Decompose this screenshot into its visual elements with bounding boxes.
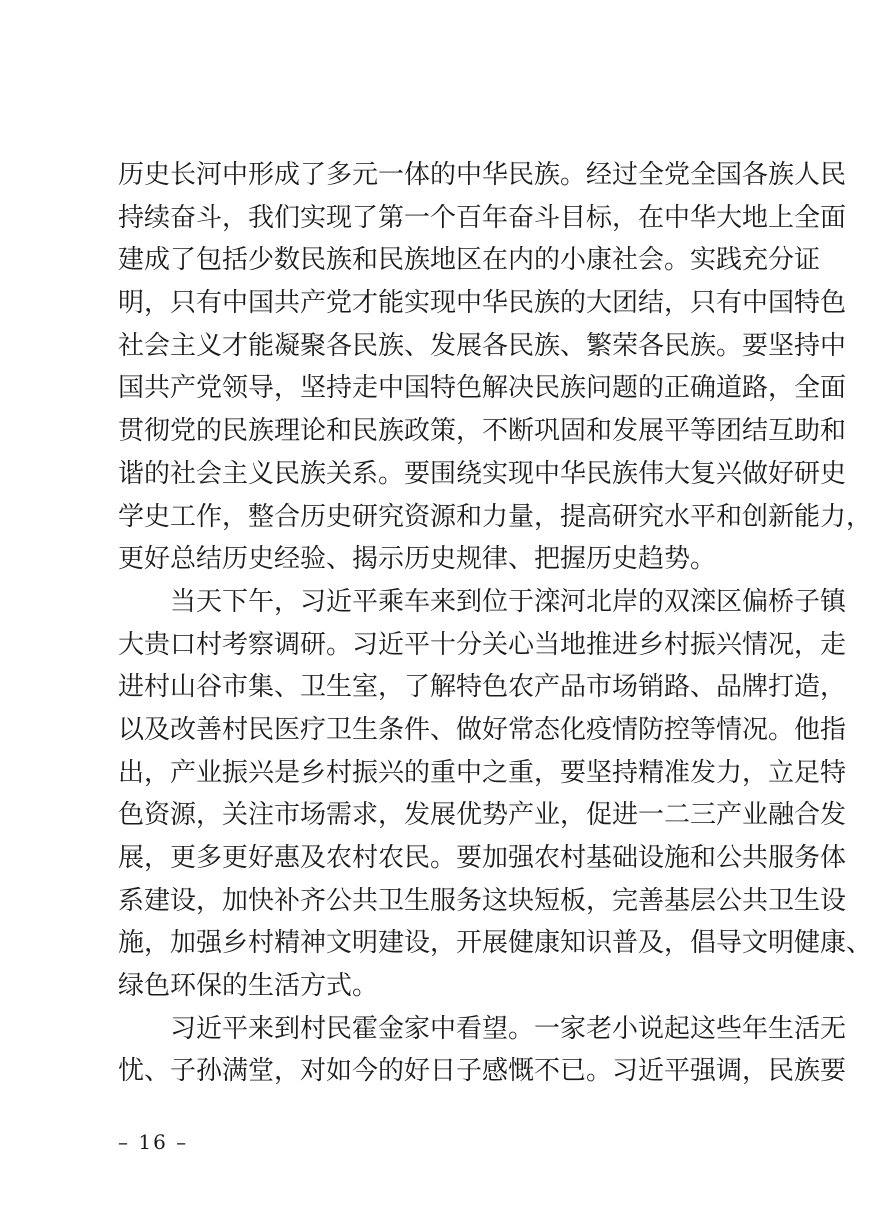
body-text <box>118 154 872 1093</box>
text-line: 习近平来到村民霍金家中看望。一家老小说起这些年生活无 <box>170 1013 847 1044</box>
text-line: 社会主义才能凝聚各民族、发展各民族、繁荣各民族。要坚持中 <box>118 330 847 361</box>
text-line: 忧、子孙满堂，对如今的好日子感慨不已。习近平强调，民族要 <box>118 1056 847 1087</box>
text-line: 持续奋斗，我们实现了第一个百年奋斗目标，在中华大地上全面 <box>118 202 847 233</box>
text-line: 谐的社会主义民族关系。要围绕实现中华民族伟大复兴做好研史 <box>118 458 847 489</box>
text-line: 建成了包括少数民族和民族地区在内的小康社会。实践充分证 <box>118 245 821 276</box>
text-line: 施，加强乡村精神文明建设，开展健康知识普及，倡导文明健康、 <box>118 928 872 959</box>
text-line: 进村山谷市集、卫生室，了解特色农产品市场销路、品牌打造， <box>118 672 847 703</box>
text-line: 历史长河中形成了多元一体的中华民族。经过全党全国各族人民 <box>118 160 847 190</box>
text-line: 以及改善村民医疗卫生条件、做好常态化疫情防控等情况。他指 <box>118 714 847 745</box>
text-line: 当天下午，习近平乘车来到位于滦河北岸的双滦区偏桥子镇 <box>170 586 847 617</box>
text-line: 国共产党领导，坚持走中国特色解决民族问题的正确道路，全面 <box>118 373 847 404</box>
text-line: 更好总结历史经验、揭示历史规律、把握历史趋势。 <box>118 544 717 575</box>
text-line: 学史工作，整合历史研究资源和力量，提高研究水平和创新能力， <box>118 501 872 532</box>
text-line: 贯彻党的民族理论和民族政策，不断巩固和发展平等团结互助和 <box>118 416 847 447</box>
text-line: 系建设，加快补齐公共卫生服务这块短板，完善基层公共卫生设 <box>118 885 847 916</box>
text-line: 绿色环保的生活方式。 <box>118 971 379 1002</box>
text-line: 明，只有中国共产党才能实现中华民族的大团结，只有中国特色 <box>118 288 847 319</box>
text-line: 出，产业振兴是乡村振兴的重中之重，要坚持精准发力，立足特 <box>118 757 847 788</box>
text-line: 色资源，关注市场需求，发展优势产业，促进一二三产业融合发 <box>118 800 847 831</box>
text-line: 大贵口村考察调研。习近平十分关心当地推进乡村振兴情况，走 <box>118 629 847 660</box>
text-line: 展，更多更好惠及农村农民。要加强农村基础设施和公共服务体 <box>118 843 847 873</box>
page-number: – 16 – <box>118 1130 189 1154</box>
